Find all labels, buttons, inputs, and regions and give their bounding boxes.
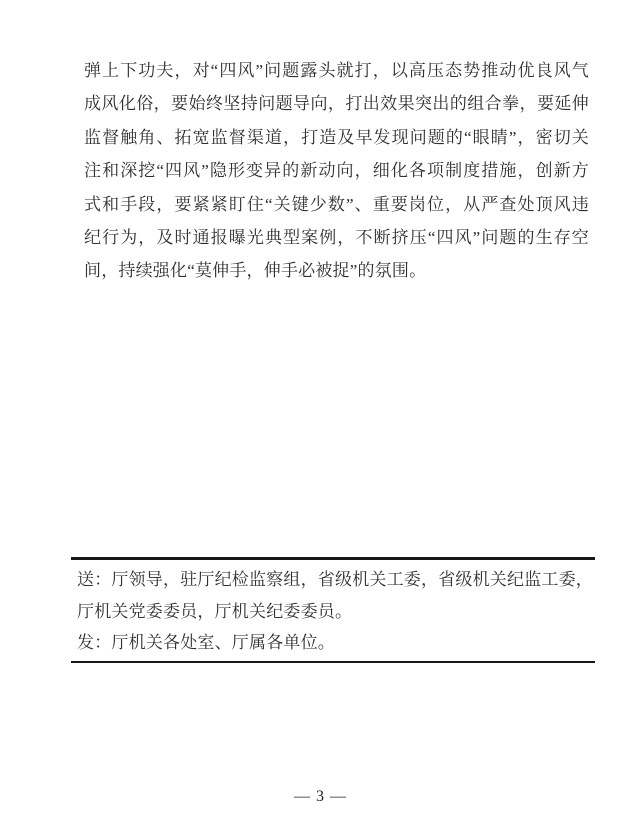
distribution-block <box>71 557 595 663</box>
body-paragraph <box>84 54 589 288</box>
body-line: 纪行为，及时通报曝光典型案例，不断挤压“四风”问题的生存空 <box>84 228 589 248</box>
body-line: 式和手段，要紧紧盯住“关键少数”、重要岗位，从严查处顶风违 <box>84 194 589 214</box>
body-line: 监督触角、拓宽监督渠道，打造及早发现问题的“眼睛”，密切关 <box>84 127 589 147</box>
distribution-issue-line: 发：厅机关各处室、厅属各单位。 <box>77 633 335 652</box>
body-line: 弹上下功夫，对“四风”问题露头就打，以高压态势推动优良风气 <box>84 61 589 80</box>
body-line: 注和深挖“四风”隐形变异的新动向，细化各项制度措施，创新方 <box>84 161 589 181</box>
distribution-send-line: 送：厅领导，驻厅纪检监察组，省级机关工委，省级机关纪监工委， <box>77 570 593 589</box>
body-line: 间，持续强化“莫伸手，伸手必被捉”的氛围。 <box>84 261 427 281</box>
page-number: — 3 — <box>294 788 347 805</box>
body-line: 成风化俗，要始终坚持问题导向，打出效果突出的组合拳，要延伸 <box>84 94 589 114</box>
distribution-send-continuation: 厅机关党委委员，厅机关纪委委员。 <box>77 601 353 621</box>
